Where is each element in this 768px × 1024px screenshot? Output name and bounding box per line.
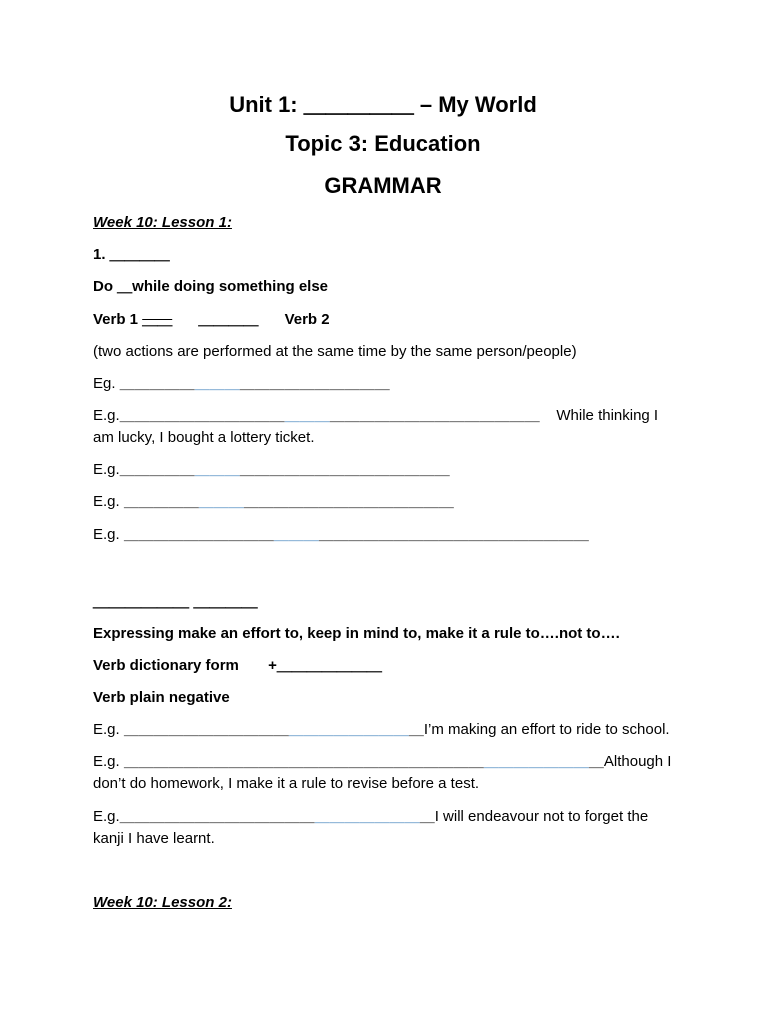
- example-sentence: [93, 719, 673, 741]
- week-10-lesson-1-label: Week 10: Lesson 1:: [93, 214, 232, 231]
- example-translation: I will endeavour not to forget the kanji I have learnt.: [93, 808, 649, 847]
- example-japanese-rest: ＿＿＿＿＿＿＿＿＿＿: [239, 375, 390, 392]
- example-sentence: [93, 524, 673, 546]
- example-highlight: ＿＿＿: [198, 493, 244, 510]
- example-japanese-rest: ＿＿＿＿＿＿＿＿＿＿＿＿＿＿＿＿＿＿: [318, 526, 589, 543]
- week-10-lesson-2-label: Week 10: Lesson 2:: [93, 894, 232, 911]
- grammar-point-1-heading: 1. ＿＿＿＿: [93, 246, 170, 263]
- example-translation: Although I don’t do homework, I make it a rule to revise before a test.: [93, 753, 672, 792]
- example-sentence: [93, 806, 673, 850]
- formula-verb-1: Verb 1: [93, 311, 139, 328]
- formula-connector: ＿＿＿＿: [198, 311, 259, 328]
- example-japanese: E.g. ＿＿＿＿＿: [93, 493, 199, 510]
- example-japanese-rest: ＿: [419, 808, 435, 825]
- grammar-point-1-description: Do ＿while doing something else: [93, 278, 329, 295]
- example-highlight: ＿＿＿: [194, 375, 240, 392]
- grammar-point-2-description: Expressing make an effort to, keep in mind to, make it a rule to….not to….: [93, 625, 620, 642]
- example-sentence: [93, 459, 673, 481]
- formula-ending: +＿＿＿＿＿＿＿: [268, 657, 382, 674]
- example-japanese: E.g. ＿＿＿＿＿＿＿＿＿＿＿＿＿＿＿＿＿＿＿＿＿＿＿＿: [93, 753, 484, 770]
- example-sentence: [93, 491, 673, 513]
- unit-title: Unit 1: ＿＿＿＿＿ – My World: [229, 92, 537, 117]
- example-highlight: ＿＿＿: [194, 461, 240, 478]
- example-sentence: [93, 751, 673, 795]
- section-title: GRAMMAR: [324, 173, 442, 198]
- example-japanese: E.g.＿＿＿＿＿＿＿＿＿＿＿: [93, 407, 285, 424]
- formula-verb-2: Verb 2: [284, 311, 330, 328]
- example-sentence: [93, 373, 673, 395]
- example-highlight: ＿＿＿: [284, 407, 330, 424]
- document-page: [93, 0, 673, 1024]
- example-japanese: E.g. ＿＿＿＿＿＿＿＿＿＿: [93, 526, 274, 543]
- example-japanese: E.g.＿＿＿＿＿＿＿＿＿＿＿＿＿: [93, 808, 315, 825]
- grammar-point-1-formula: [93, 309, 673, 331]
- example-japanese-rest: ＿＿＿＿＿＿＿＿＿＿＿＿＿＿: [329, 407, 540, 424]
- example-highlight: ＿＿＿＿＿＿＿: [483, 753, 589, 770]
- formula-dictionary-form: Verb dictionary form: [93, 657, 239, 674]
- example-japanese-rest: ＿: [588, 753, 604, 770]
- example-japanese-rest: ＿: [408, 721, 424, 738]
- example-translation: While thinking I am lucky, I bought a lottery ticket.: [93, 407, 659, 446]
- example-translation: I’m making an effort to ride to school.: [423, 721, 670, 738]
- example-sentence: [93, 405, 673, 449]
- example-highlight: ＿＿＿＿＿＿＿＿: [288, 721, 409, 738]
- topic-title: Topic 3: Education: [285, 131, 481, 156]
- formula-struck-kana: ＿＿: [142, 311, 173, 328]
- example-japanese: Eg. ＿＿＿＿＿: [93, 375, 195, 392]
- grammar-point-2-heading: ＿＿＿＿＿＿ ＿＿＿＿: [93, 593, 258, 610]
- grammar-point-2-formula-negative: Verb plain negative: [93, 689, 230, 706]
- example-japanese-rest: ＿＿＿＿＿＿＿＿＿＿＿＿＿＿: [243, 493, 454, 510]
- example-highlight: ＿＿＿: [273, 526, 319, 543]
- example-japanese: E.g.＿＿＿＿＿: [93, 461, 195, 478]
- grammar-point-1-note: (two actions are performed at the same time by the same person/people): [93, 343, 577, 360]
- example-japanese-rest: ＿＿＿＿＿＿＿＿＿＿＿＿＿＿: [239, 461, 450, 478]
- example-japanese: E.g. ＿＿＿＿＿＿＿＿＿＿＿: [93, 721, 289, 738]
- grammar-point-2-formula: [93, 655, 673, 677]
- example-highlight: ＿＿＿＿＿＿＿: [314, 808, 420, 825]
